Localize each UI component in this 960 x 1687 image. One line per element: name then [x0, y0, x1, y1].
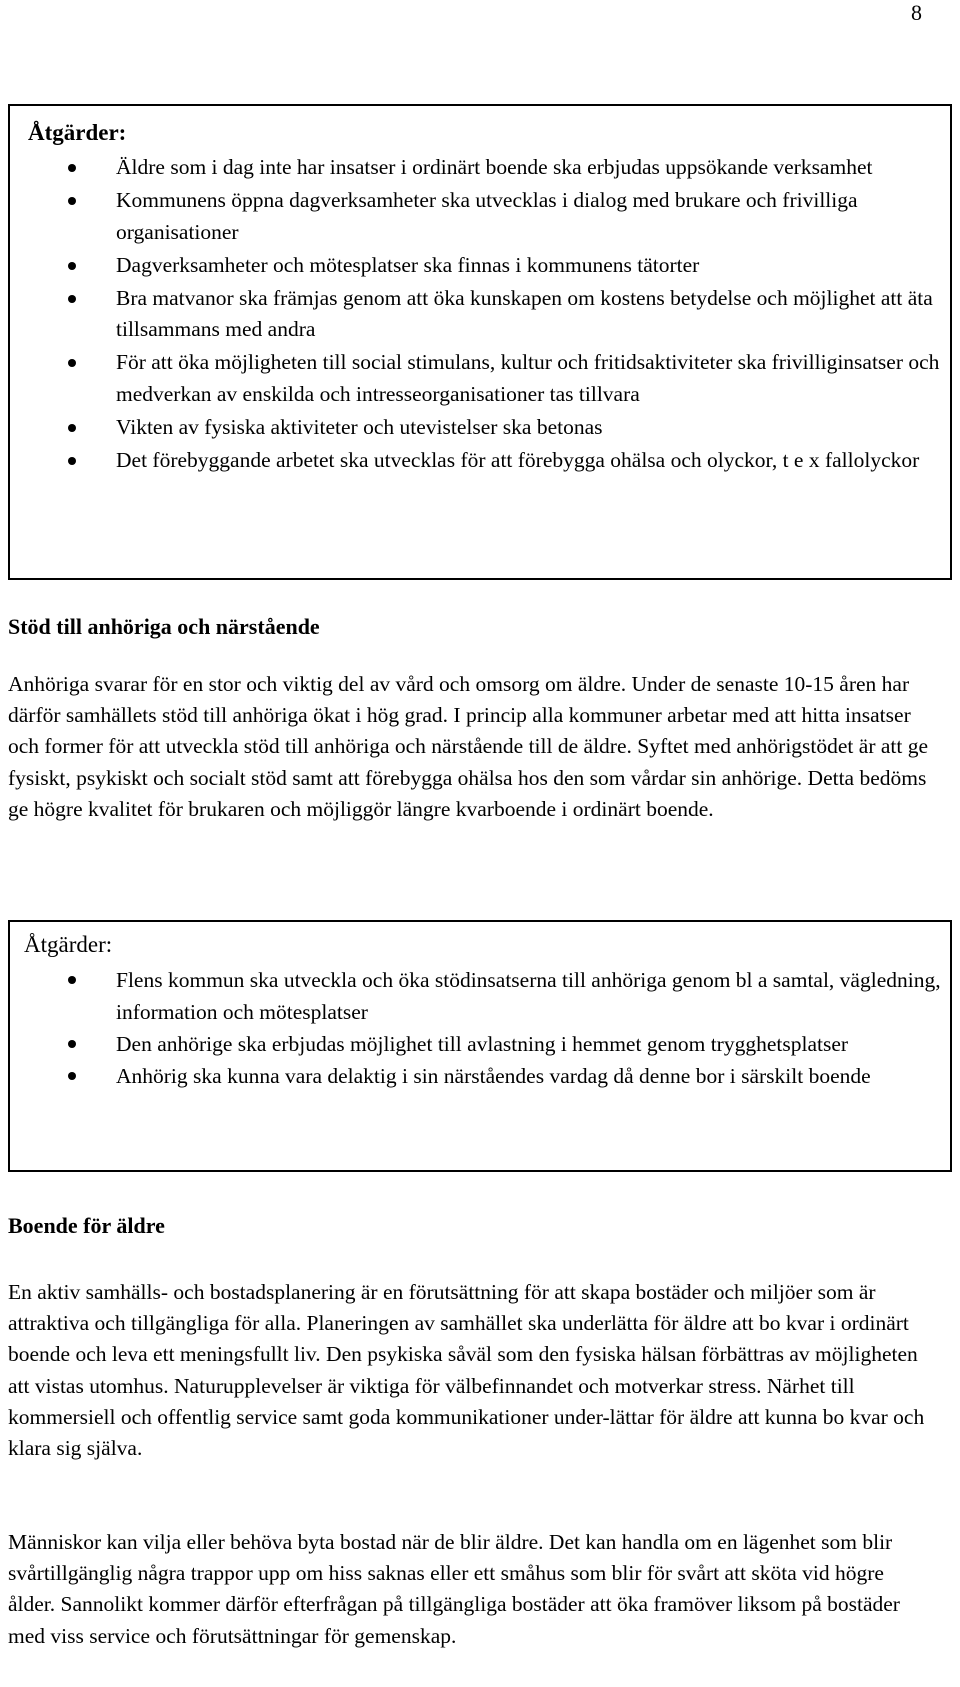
bullet-icon: [68, 424, 76, 432]
bullet-icon: [68, 457, 76, 465]
bullet-icon: [68, 1040, 76, 1048]
list-item-text: Flens kommun ska utveckla och öka stödinsatserna till anhöriga genom bl a samtal, vägledning, information och mötesplatser: [116, 968, 941, 1024]
paragraph-housing-2: Människor kan vilja eller behöva byta bostad när de blir äldre. Det kan handla om en lägenhet som blir svårtillgänglig några trappor upp om hiss saknas eller ett småhus som blir för svårt att sköta vid högre ålder. Sannolikt kommer därför efterfrågan på tillgängliga bostäder att öka framöver liksom på bostäder med viss service och förutsättningar för gemenskap.: [8, 1530, 900, 1648]
paragraph-caregivers: Anhöriga svarar för en stor och viktig del av vård och omsorg om äldre. Under de senaste 10-15 åren har därför samhällets stöd till anhöriga ökat i hög grad. I princip alla kommuner arbetar med att hitta insatser och former för att utveckla stöd till anhöriga och närstående till de äldre. Syftet med anhörigstödet är att ge fysiskt, psykiskt och socialt stöd samt att förebygga ohälsa hos den som vårdar sin anhörige. Detta bedöms ge högre kvalitet för brukaren och möjliggör längre kvarboende i ordinärt boende.: [8, 672, 929, 821]
bullet-icon: [68, 262, 76, 270]
section-heading-housing: Boende för äldre: [8, 1213, 165, 1238]
list-item-text: Bra matvanor ska främjas genom att öka kunskapen om kostens betydelse och möjlighet att äta tillsammans med andra: [116, 285, 933, 341]
actions-list: [28, 152, 950, 476]
bullet-icon: [68, 359, 76, 367]
list-item: [28, 445, 950, 477]
list-item: [28, 412, 950, 444]
actions-list: [24, 964, 950, 1092]
list-item: [24, 964, 950, 1028]
list-item-text: För att öka möjligheten till social stimulans, kultur och fritidsaktiviteter ska frivilliginsatser och medverkan av enskilda och intresseorganisationer tas tillvara: [116, 350, 940, 406]
section-heading-caregivers: Stöd till anhöriga och närstående: [8, 614, 320, 639]
bullet-icon: [68, 197, 76, 205]
list-item-text: Den anhörige ska erbjudas möjlighet till avlastning i hemmet genom trygghetsplatser: [116, 1032, 849, 1056]
list-item: [28, 152, 950, 184]
actions-heading: Åtgärder:: [28, 120, 127, 145]
actions-box-elderly: [8, 104, 952, 580]
page-number: 8: [911, 0, 922, 25]
list-item: [28, 283, 950, 346]
bullet-icon: [68, 1072, 76, 1080]
list-item: [28, 250, 950, 282]
list-item-text: Äldre som i dag inte har insatser i ordinärt boende ska erbjudas uppsökande verksamhet: [116, 155, 873, 179]
list-item-text: Det förebyggande arbetet ska utvecklas för att förebygga ohälsa och olyckor, t e x fallolyckor: [116, 447, 920, 472]
list-item-text: Anhörig ska kunna vara delaktig i sin närståendes vardag då denne bor i särskilt boende: [116, 1064, 871, 1088]
actions-heading: Åtgärder:: [24, 932, 113, 957]
list-item-text: Dagverksamheter och mötesplatser ska finnas i kommunens tätorter: [116, 252, 700, 277]
list-item: [28, 347, 950, 410]
list-item: [24, 1060, 950, 1092]
list-item-text: Vikten av fysiska aktiviteter och utevistelser ska betonas: [116, 414, 603, 439]
list-item: [24, 1028, 950, 1060]
bullet-icon: [68, 976, 76, 984]
list-item-text: Kommunens öppna dagverksamheter ska utvecklas i dialog med brukare och frivilliga organisationer: [116, 188, 858, 244]
bullet-icon: [68, 295, 76, 303]
list-item: [28, 185, 950, 248]
paragraph-housing-1: En aktiv samhälls- och bostadsplanering är en förutsättning för att skapa bostäder och miljöer som är attraktiva och tillgängliga för alla. Planeringen av samhället ska underlätta för äldre att bo kvar i ordinärt boende och leva ett meningsfullt liv. Den psykiska såväl som den fysiska hälsan förbättras av möjligheten att vistas utomhus. Naturupplevelser är viktiga för välbefinnandet och motverkar stress. Närhet till kommersiell och offentlig service samt goda kommunikationer under-lättar för äldre att kunna bo kvar och klara sig själva.: [8, 1280, 925, 1461]
bullet-icon: [68, 164, 76, 172]
actions-box-caregivers: [8, 920, 952, 1172]
